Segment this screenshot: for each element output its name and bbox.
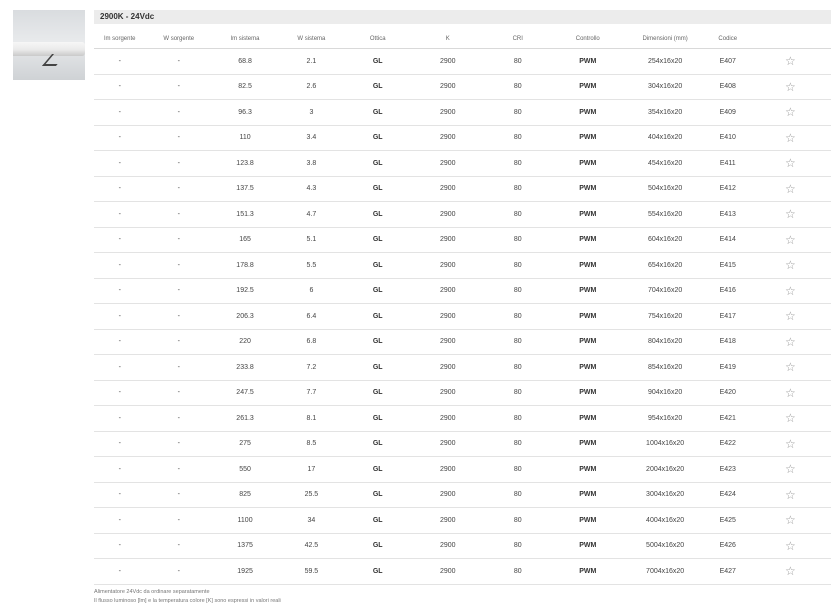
cri-cell: 80	[485, 49, 551, 75]
dimensioni-cell: 904x16x20	[625, 380, 706, 406]
cri-cell: 80	[485, 457, 551, 483]
lm-sistema-cell: 96.3	[212, 100, 278, 126]
cri-cell: 80	[485, 125, 551, 151]
w-sorgente-cell: -	[146, 329, 212, 355]
codice-cell: E407	[706, 49, 750, 75]
w-sorgente-cell: -	[146, 482, 212, 508]
controllo-cell: PWM	[551, 49, 625, 75]
w-sorgente-cell: -	[146, 253, 212, 279]
lm-sistema-cell: 1925	[212, 559, 278, 585]
lm-sorgente-cell: -	[94, 151, 146, 177]
codice-cell: E413	[706, 202, 750, 228]
w-sorgente-cell: -	[146, 533, 212, 559]
w-sistema-cell: 6.8	[278, 329, 344, 355]
dimensioni-cell: 354x16x20	[625, 100, 706, 126]
w-sorgente-cell: -	[146, 355, 212, 381]
column-header: Ottica	[345, 30, 411, 49]
controllo-cell: PWM	[551, 304, 625, 330]
lm-sistema-cell: 247.5	[212, 380, 278, 406]
dimensioni-cell: 754x16x20	[625, 304, 706, 330]
codice-cell: E411	[706, 151, 750, 177]
cri-cell: 80	[485, 559, 551, 585]
k-cell: 2900	[411, 74, 485, 100]
k-cell: 2900	[411, 329, 485, 355]
controllo-cell: PWM	[551, 533, 625, 559]
column-header: CRI	[485, 30, 551, 49]
cri-cell: 80	[485, 508, 551, 534]
controllo-cell: PWM	[551, 508, 625, 534]
codice-cell: E415	[706, 253, 750, 279]
controllo-cell: PWM	[551, 202, 625, 228]
cri-cell: 80	[485, 304, 551, 330]
w-sistema-cell: 4.3	[278, 176, 344, 202]
w-sistema-cell: 6.4	[278, 304, 344, 330]
lm-sistema-cell: 1100	[212, 508, 278, 534]
codice-cell: E409	[706, 100, 750, 126]
dimensioni-cell: 1004x16x20	[625, 431, 706, 457]
w-sorgente-cell: -	[146, 406, 212, 432]
k-cell: 2900	[411, 278, 485, 304]
table-row	[94, 227, 831, 253]
codice-cell: E421	[706, 406, 750, 432]
lm-sorgente-cell: -	[94, 100, 146, 126]
lm-sorgente-cell: -	[94, 533, 146, 559]
w-sistema-cell: 8.5	[278, 431, 344, 457]
table-row	[94, 406, 831, 432]
lm-sistema-cell: 151.3	[212, 202, 278, 228]
w-sistema-cell: 3	[278, 100, 344, 126]
w-sistema-cell: 5.5	[278, 253, 344, 279]
w-sistema-cell: 2.1	[278, 49, 344, 75]
ottica-cell: GL	[345, 482, 411, 508]
favorite-star-icon[interactable]: ☆	[750, 49, 831, 75]
lm-sorgente-cell: -	[94, 457, 146, 483]
k-cell: 2900	[411, 304, 485, 330]
favorite-star-icon[interactable]: ☆	[750, 508, 831, 534]
k-cell: 2900	[411, 253, 485, 279]
ottica-cell: GL	[345, 533, 411, 559]
controllo-cell: PWM	[551, 227, 625, 253]
cri-cell: 80	[485, 151, 551, 177]
controllo-cell: PWM	[551, 74, 625, 100]
table-row	[94, 355, 831, 381]
dimensioni-cell: 804x16x20	[625, 329, 706, 355]
dimensioni-cell: 604x16x20	[625, 227, 706, 253]
ottica-cell: GL	[345, 304, 411, 330]
table-row	[94, 329, 831, 355]
ottica-cell: GL	[345, 125, 411, 151]
lm-sorgente-cell: -	[94, 176, 146, 202]
cri-cell: 80	[485, 482, 551, 508]
ottica-cell: GL	[345, 49, 411, 75]
ottica-cell: GL	[345, 559, 411, 585]
w-sistema-cell: 7.2	[278, 355, 344, 381]
controllo-cell: PWM	[551, 151, 625, 177]
lm-sistema-cell: 82.5	[212, 74, 278, 100]
cri-cell: 80	[485, 380, 551, 406]
favorite-star-icon[interactable]: ☆	[750, 431, 831, 457]
k-cell: 2900	[411, 431, 485, 457]
lm-sorgente-cell: -	[94, 227, 146, 253]
table-header-row	[94, 30, 831, 49]
codice-cell: E418	[706, 329, 750, 355]
lm-sorgente-cell: -	[94, 49, 146, 75]
ottica-cell: GL	[345, 151, 411, 177]
w-sorgente-cell: -	[146, 227, 212, 253]
cri-cell: 80	[485, 227, 551, 253]
k-cell: 2900	[411, 176, 485, 202]
lm-sorgente-cell: -	[94, 74, 146, 100]
product-thumbnail[interactable]	[13, 10, 85, 80]
codice-cell: E410	[706, 125, 750, 151]
table-row	[94, 457, 831, 483]
favorite-star-icon[interactable]: ☆	[750, 202, 831, 228]
k-cell: 2900	[411, 482, 485, 508]
w-sorgente-cell: -	[146, 278, 212, 304]
lm-sistema-cell: 123.8	[212, 151, 278, 177]
ottica-cell: GL	[345, 227, 411, 253]
table-row	[94, 380, 831, 406]
ottica-cell: GL	[345, 508, 411, 534]
w-sorgente-cell: -	[146, 176, 212, 202]
ottica-cell: GL	[345, 406, 411, 432]
cri-cell: 80	[485, 253, 551, 279]
table-row	[94, 278, 831, 304]
codice-cell: E422	[706, 431, 750, 457]
w-sistema-cell: 4.7	[278, 202, 344, 228]
lm-sistema-cell: 206.3	[212, 304, 278, 330]
k-cell: 2900	[411, 508, 485, 534]
codice-cell: E420	[706, 380, 750, 406]
favorite-star-icon[interactable]: ☆	[750, 355, 831, 381]
column-header: Controllo	[551, 30, 625, 49]
lm-sorgente-cell: -	[94, 355, 146, 381]
ottica-cell: GL	[345, 431, 411, 457]
lm-sorgente-cell: -	[94, 253, 146, 279]
favorite-star-icon[interactable]: ☆	[750, 533, 831, 559]
lm-sistema-cell: 220	[212, 329, 278, 355]
lm-sorgente-cell: -	[94, 482, 146, 508]
favorite-star-icon[interactable]: ☆	[750, 406, 831, 432]
w-sorgente-cell: -	[146, 304, 212, 330]
ottica-cell: GL	[345, 74, 411, 100]
lm-sistema-cell: 137.5	[212, 176, 278, 202]
column-header	[750, 30, 831, 49]
w-sorgente-cell: -	[146, 380, 212, 406]
lm-sistema-cell: 192.5	[212, 278, 278, 304]
controllo-cell: PWM	[551, 355, 625, 381]
cri-cell: 80	[485, 406, 551, 432]
dimensioni-cell: 2004x16x20	[625, 457, 706, 483]
k-cell: 2900	[411, 202, 485, 228]
ottica-cell: GL	[345, 253, 411, 279]
table-row	[94, 100, 831, 126]
ottica-cell: GL	[345, 355, 411, 381]
table-row	[94, 176, 831, 202]
w-sorgente-cell: -	[146, 508, 212, 534]
table-row	[94, 304, 831, 330]
favorite-star-icon[interactable]: ☆	[750, 278, 831, 304]
lm-sistema-cell: 275	[212, 431, 278, 457]
dimensioni-cell: 3004x16x20	[625, 482, 706, 508]
lm-sorgente-cell: -	[94, 125, 146, 151]
lm-sistema-cell: 68.8	[212, 49, 278, 75]
lm-sorgente-cell: -	[94, 304, 146, 330]
dimensioni-cell: 954x16x20	[625, 406, 706, 432]
lm-sistema-cell: 1375	[212, 533, 278, 559]
w-sistema-cell: 6	[278, 278, 344, 304]
lm-sistema-cell: 165	[212, 227, 278, 253]
column-header: lm sistema	[212, 30, 278, 49]
w-sistema-cell: 7.7	[278, 380, 344, 406]
lm-sistema-cell: 178.8	[212, 253, 278, 279]
controllo-cell: PWM	[551, 329, 625, 355]
k-cell: 2900	[411, 355, 485, 381]
column-header: K	[411, 30, 485, 49]
cri-cell: 80	[485, 329, 551, 355]
k-cell: 2900	[411, 125, 485, 151]
footnote: Il flusso luminoso [lm] e la temperatura colore [K] sono espressi in valori reali	[94, 598, 281, 604]
dimensioni-cell: 454x16x20	[625, 151, 706, 177]
codice-cell: E426	[706, 533, 750, 559]
codice-cell: E427	[706, 559, 750, 585]
table-row	[94, 49, 831, 75]
w-sistema-cell: 59.5	[278, 559, 344, 585]
w-sorgente-cell: -	[146, 559, 212, 585]
cri-cell: 80	[485, 100, 551, 126]
w-sistema-cell: 3.4	[278, 125, 344, 151]
footnotes	[94, 588, 281, 606]
favorite-star-icon[interactable]: ☆	[750, 125, 831, 151]
ottica-cell: GL	[345, 457, 411, 483]
codice-cell: E408	[706, 74, 750, 100]
dimensioni-cell: 854x16x20	[625, 355, 706, 381]
cri-cell: 80	[485, 533, 551, 559]
codice-cell: E423	[706, 457, 750, 483]
table-row	[94, 253, 831, 279]
favorite-star-icon[interactable]: ☆	[750, 253, 831, 279]
column-header: W sorgente	[146, 30, 212, 49]
w-sistema-cell: 25.5	[278, 482, 344, 508]
dimensioni-cell: 654x16x20	[625, 253, 706, 279]
k-cell: 2900	[411, 559, 485, 585]
w-sorgente-cell: -	[146, 457, 212, 483]
ottica-cell: GL	[345, 202, 411, 228]
cri-cell: 80	[485, 202, 551, 228]
codice-cell: E414	[706, 227, 750, 253]
dimensioni-cell: 404x16x20	[625, 125, 706, 151]
w-sorgente-cell: -	[146, 151, 212, 177]
section-title: 2900K - 24Vdc	[94, 10, 831, 24]
table-row	[94, 533, 831, 559]
w-sorgente-cell: -	[146, 100, 212, 126]
lm-sorgente-cell: -	[94, 406, 146, 432]
codice-cell: E424	[706, 482, 750, 508]
favorite-star-icon[interactable]: ☆	[750, 482, 831, 508]
codice-cell: E417	[706, 304, 750, 330]
controllo-cell: PWM	[551, 559, 625, 585]
w-sorgente-cell: -	[146, 202, 212, 228]
favorite-star-icon[interactable]: ☆	[750, 329, 831, 355]
k-cell: 2900	[411, 227, 485, 253]
lm-sistema-cell: 261.3	[212, 406, 278, 432]
k-cell: 2900	[411, 100, 485, 126]
w-sorgente-cell: -	[146, 74, 212, 100]
column-header: W sistema	[278, 30, 344, 49]
k-cell: 2900	[411, 380, 485, 406]
lm-sorgente-cell: -	[94, 431, 146, 457]
favorite-star-icon[interactable]: ☆	[750, 74, 831, 100]
product-profile-image	[13, 42, 85, 56]
controllo-cell: PWM	[551, 380, 625, 406]
dimensioni-cell: 254x16x20	[625, 49, 706, 75]
w-sistema-cell: 8.1	[278, 406, 344, 432]
lm-sistema-cell: 550	[212, 457, 278, 483]
table-row	[94, 202, 831, 228]
w-sistema-cell: 3.8	[278, 151, 344, 177]
codice-cell: E419	[706, 355, 750, 381]
ottica-cell: GL	[345, 329, 411, 355]
table-row	[94, 74, 831, 100]
controllo-cell: PWM	[551, 278, 625, 304]
favorite-star-icon[interactable]: ☆	[750, 151, 831, 177]
favorite-star-icon[interactable]: ☆	[750, 304, 831, 330]
lm-sistema-cell: 825	[212, 482, 278, 508]
w-sistema-cell: 2.6	[278, 74, 344, 100]
controllo-cell: PWM	[551, 457, 625, 483]
k-cell: 2900	[411, 533, 485, 559]
k-cell: 2900	[411, 457, 485, 483]
dimensioni-cell: 504x16x20	[625, 176, 706, 202]
lm-sorgente-cell: -	[94, 278, 146, 304]
codice-cell: E412	[706, 176, 750, 202]
controllo-cell: PWM	[551, 431, 625, 457]
favorite-star-icon[interactable]: ☆	[750, 176, 831, 202]
controllo-cell: PWM	[551, 176, 625, 202]
w-sistema-cell: 5.1	[278, 227, 344, 253]
cri-cell: 80	[485, 176, 551, 202]
codice-cell: E416	[706, 278, 750, 304]
table-row	[94, 151, 831, 177]
cri-cell: 80	[485, 74, 551, 100]
w-sorgente-cell: -	[146, 125, 212, 151]
w-sorgente-cell: -	[146, 431, 212, 457]
favorite-star-icon[interactable]: ☆	[750, 227, 831, 253]
ottica-cell: GL	[345, 380, 411, 406]
controllo-cell: PWM	[551, 253, 625, 279]
product-variants-table	[94, 30, 831, 585]
column-header: Dimensioni (mm)	[625, 30, 706, 49]
dimensioni-cell: 704x16x20	[625, 278, 706, 304]
k-cell: 2900	[411, 406, 485, 432]
controllo-cell: PWM	[551, 482, 625, 508]
table-row	[94, 125, 831, 151]
lm-sorgente-cell: -	[94, 508, 146, 534]
lm-sistema-cell: 233.8	[212, 355, 278, 381]
controllo-cell: PWM	[551, 125, 625, 151]
dimensioni-cell: 554x16x20	[625, 202, 706, 228]
k-cell: 2900	[411, 49, 485, 75]
cri-cell: 80	[485, 431, 551, 457]
ottica-cell: GL	[345, 278, 411, 304]
lm-sorgente-cell: -	[94, 329, 146, 355]
controllo-cell: PWM	[551, 100, 625, 126]
footnote: Alimentatore 24Vdc da ordinare separatamente	[94, 589, 210, 595]
table-row	[94, 431, 831, 457]
ottica-cell: GL	[345, 176, 411, 202]
lm-sorgente-cell: -	[94, 380, 146, 406]
table-row	[94, 559, 831, 585]
favorite-star-icon[interactable]: ☆	[750, 380, 831, 406]
lm-sorgente-cell: -	[94, 202, 146, 228]
lm-sorgente-cell: -	[94, 559, 146, 585]
dimensioni-cell: 7004x16x20	[625, 559, 706, 585]
w-sorgente-cell: -	[146, 49, 212, 75]
lm-sistema-cell: 110	[212, 125, 278, 151]
favorite-star-icon[interactable]: ☆	[750, 457, 831, 483]
favorite-star-icon[interactable]: ☆	[750, 559, 831, 585]
dimensioni-cell: 5004x16x20	[625, 533, 706, 559]
table-row	[94, 508, 831, 534]
ottica-cell: GL	[345, 100, 411, 126]
dimensioni-cell: 304x16x20	[625, 74, 706, 100]
column-header: lm sorgente	[94, 30, 146, 49]
w-sistema-cell: 34	[278, 508, 344, 534]
codice-cell: E425	[706, 508, 750, 534]
table-row	[94, 482, 831, 508]
controllo-cell: PWM	[551, 406, 625, 432]
favorite-star-icon[interactable]: ☆	[750, 100, 831, 126]
column-header: Codice	[706, 30, 750, 49]
w-sistema-cell: 17	[278, 457, 344, 483]
w-sistema-cell: 42.5	[278, 533, 344, 559]
cri-cell: 80	[485, 355, 551, 381]
cri-cell: 80	[485, 278, 551, 304]
dimensioni-cell: 4004x16x20	[625, 508, 706, 534]
k-cell: 2900	[411, 151, 485, 177]
